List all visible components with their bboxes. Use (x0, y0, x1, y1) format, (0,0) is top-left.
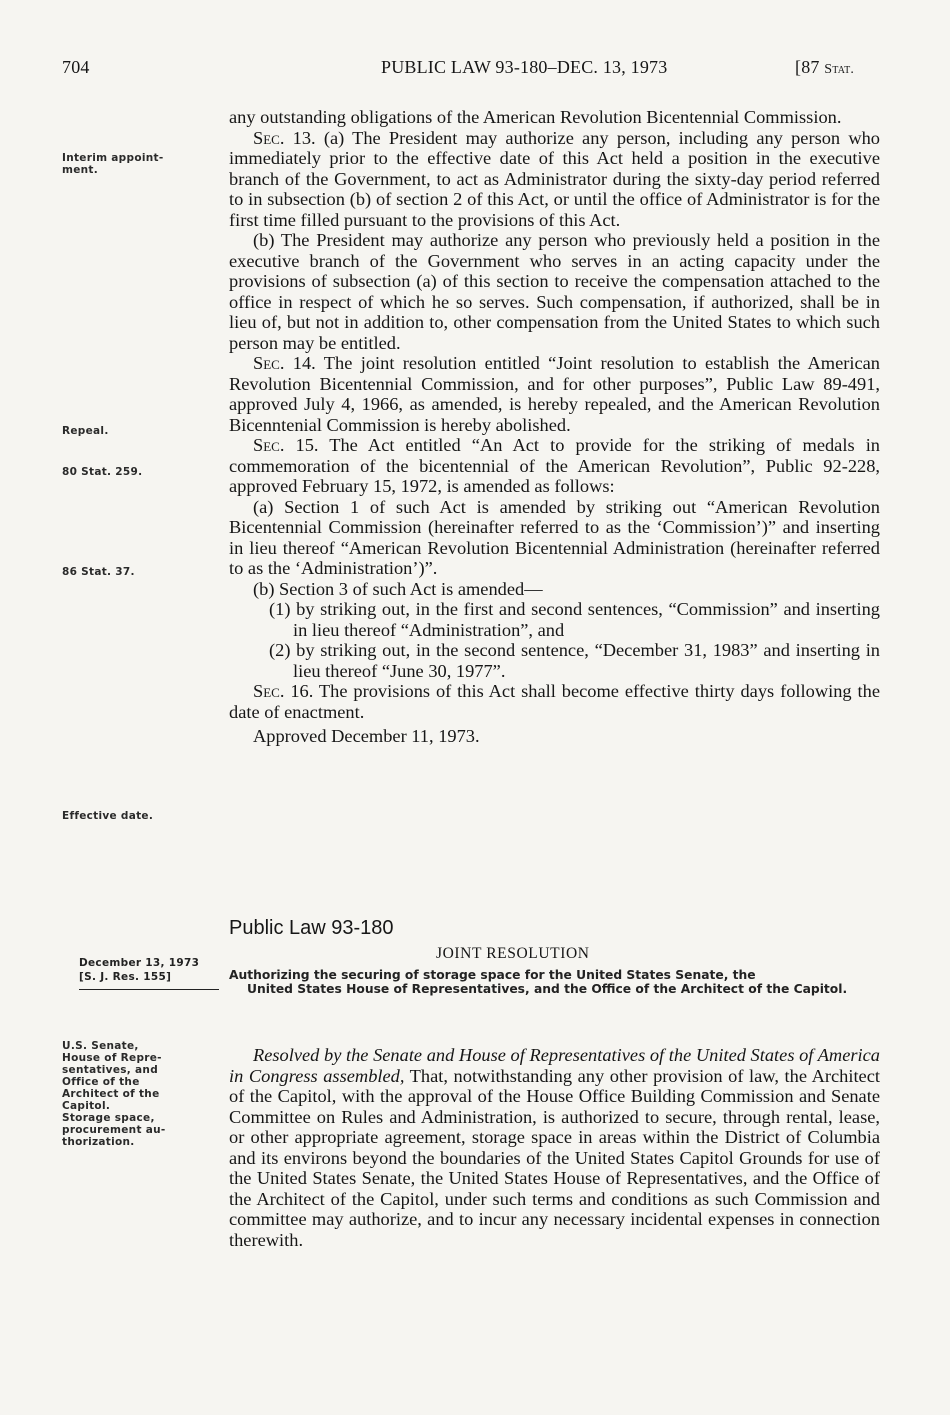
running-head: PUBLIC LAW 93-180–DEC. 13, 1973 (381, 57, 668, 77)
section-16-text: 16. The provisions of this Act shall become effective thirty days following the date of enactment. (229, 681, 880, 722)
joint-resolution-title: JOINT RESOLUTION (436, 945, 590, 962)
section-13b: (b) The President may authorize any person who previously held a position in the executive branch of the Government who serves in an acting capacity under the provisions of subsection (a) of this section to receive the compensation attached to the office in respect of which he so serves. Such compensation, if authorized, shall be in lieu of, but not in addition to, other compensation from the United States to which such person may be entitled. (229, 230, 880, 353)
sec-label: Sec. (253, 353, 285, 373)
margin-note-storage: Storage space, procurement au- thorization. (62, 1112, 166, 1148)
section-15b-2: (2) by striking out, in the second sentence, “December 31, 1983” and inserting in lieu thereof “June 30, 1977”. (269, 640, 880, 681)
summary-line-2: United States House of Representatives, and the Office of the Architect of the Capitol. (247, 982, 848, 996)
summary-line-1: Authorizing the securing of storage space for the United States Senate, the (229, 968, 756, 982)
sec-label: Sec. (253, 127, 285, 148)
resolution-date: December 13, 1973 (79, 957, 200, 969)
margin-rule (79, 989, 219, 990)
resolution-number: [S. J. Res. 155] (79, 971, 172, 983)
section-15 (229, 435, 880, 497)
page-number: 704 (62, 57, 90, 77)
approval-line: Approved December 11, 1973. (253, 726, 480, 746)
section-14-text: 14. The joint resolution entitled “Joint resolution to establish the American Revolution Bicentennial Commission, and for other purposes”, Public Law 89-491, approved July 4, 1966, as amended, is hereby repealed, and the American Revolution Bicenntenial Commission is hereby abolished. (229, 353, 880, 435)
public-law-title: Public Law 93-180 (229, 917, 394, 939)
section-15a: (a) Section 1 of such Act is amended by striking out “American Revolution Bicentennial Commission (hereinafter referred to as the ‘Commission’)” and inserting in lieu thereof “American Revolution Bicentennial Administration (hereinafter referred to as the ‘Administration’)”. (229, 496, 880, 578)
stat-reference (795, 57, 854, 78)
stat-open: [87 (795, 57, 825, 77)
resolving-clause-italic: Resolved by the Senate and House of Representatives of the United States of America in Congress assembled, (229, 1045, 880, 1086)
section-15b-1: (1) by striking out, in the first and second sentences, “Commission” and inserting in lieu thereof “Administration”, and (269, 599, 880, 640)
paragraph-continuation: any outstanding obligations of the American Revolution Bicentennial Commission. (229, 107, 842, 127)
main-text (229, 107, 880, 747)
section-15b: (b) Section 3 of such Act is amended— (253, 578, 543, 599)
section-13a (229, 128, 880, 231)
resolution-summary (229, 968, 880, 996)
margin-note-repeal: Repeal. (62, 425, 109, 437)
stat-label: Stat. (824, 62, 855, 77)
section-16 (229, 681, 880, 722)
sec-label: Sec. (253, 681, 285, 701)
sec-label: Sec. (253, 435, 285, 455)
resolution-body (229, 1045, 880, 1250)
resolving-clause-text: That, notwithstanding any other provision of law, the Architect of the Capitol, with the approval of the House Office Building Commission and Senate Committee on Rules and Administration, is authorized to secure, through rental, lease, or other appropriate agreement, storage space in areas within the District of Columbia and its environs beyond the boundaries of the United States Capitol Grounds for use of the United States Senate, the United States House of Representatives, and the Office of the Architect of the Capitol, under such terms and conditions as such Commission and committee may authorize, and to incur any necessary incidental expenses in connection therewith. (229, 1065, 880, 1250)
margin-note-effective-date: Effective date. (62, 810, 154, 822)
margin-note-interim: Interim appoint- ment. (62, 152, 164, 176)
margin-note-senate: U.S. Senate, House of Repre- sentatives, and Office of the Architect of the Capitol. (62, 1040, 162, 1112)
margin-note-86-stat: 86 Stat. 37. (62, 566, 135, 578)
margin-note-80-stat: 80 Stat. 259. (62, 466, 143, 478)
resolving-clause (229, 1045, 880, 1250)
margin-note-date (79, 956, 199, 984)
section-15-text: 15. The Act entitled “An Act to provide for the striking of medals in commemoration of the bicentennial of the American Revolution”, Public 92-228, approved February 15, 1972, is amended as follows: (229, 435, 880, 496)
section-14 (229, 353, 880, 435)
section-13a-text: 13. (a) The President may authorize any person, including any person who immediately prior to the effective date of this Act held a position in the executive branch of the Government, to act as Administrator during the sixty-day period referred to in subsection (b) of section 2 of this Act, or until the office of Administrator is for the first time filled pursuant to the provisions of this Act. (229, 127, 880, 230)
